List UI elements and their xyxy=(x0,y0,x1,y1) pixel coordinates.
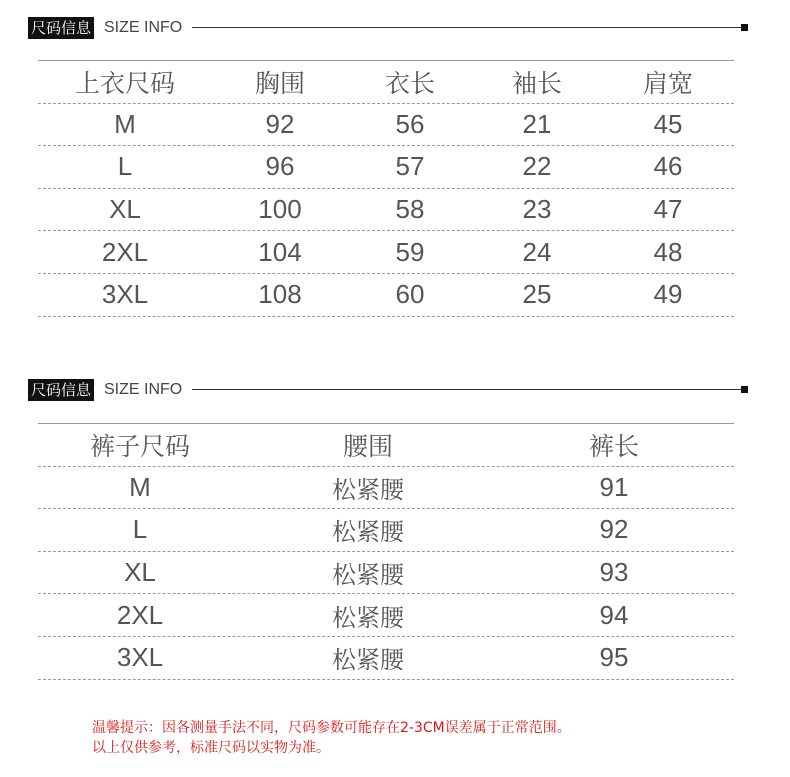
header-cell: 裤长 xyxy=(588,431,639,461)
value-cell: 23 xyxy=(522,194,552,225)
table-row xyxy=(38,104,734,147)
value-cell: 22 xyxy=(522,151,552,182)
table-row xyxy=(38,189,734,232)
value-cell: 47 xyxy=(653,194,683,225)
table-header-row xyxy=(38,424,734,467)
size-cell: XL xyxy=(109,194,141,225)
size-cell: M xyxy=(114,108,136,139)
header-divider-line xyxy=(192,27,742,28)
bottom-size-table xyxy=(38,423,734,680)
size-info-subtitle: SIZE INFO xyxy=(104,19,183,36)
value-cell: 25 xyxy=(522,279,552,310)
value-cell: 57 xyxy=(395,151,425,182)
value-cell: 松紧腰 xyxy=(332,561,404,590)
value-cell: 92 xyxy=(599,514,629,545)
value-cell: 56 xyxy=(395,108,425,139)
header-cell: 胸围 xyxy=(254,68,305,98)
size-info-subtitle: SIZE INFO xyxy=(104,381,183,398)
header-end-dot xyxy=(741,24,748,31)
table-row xyxy=(38,509,734,552)
header-cell: 肩宽 xyxy=(642,68,693,98)
value-cell: 60 xyxy=(395,279,425,310)
size-cell: 2XL xyxy=(101,236,149,267)
value-cell: 91 xyxy=(599,471,629,502)
value-cell: 46 xyxy=(653,151,683,182)
value-cell: 松紧腰 xyxy=(332,603,404,632)
size-cell: 3XL xyxy=(101,279,149,310)
size-cell: M xyxy=(129,471,151,502)
header-cell: 上衣尺码 xyxy=(74,68,175,98)
value-cell: 93 xyxy=(599,557,629,588)
header-divider-line xyxy=(192,389,742,390)
table-row xyxy=(38,467,734,510)
value-cell: 92 xyxy=(265,108,295,139)
table-row xyxy=(38,274,734,317)
value-cell: 48 xyxy=(653,236,683,267)
table-row xyxy=(38,594,734,637)
size-cell: 2XL xyxy=(116,599,164,630)
header-cell: 袖长 xyxy=(511,68,562,98)
value-cell: 58 xyxy=(395,194,425,225)
value-cell: 松紧腰 xyxy=(332,518,404,547)
value-cell: 108 xyxy=(258,279,302,310)
value-cell: 104 xyxy=(258,236,302,267)
table-row xyxy=(38,637,734,680)
header-cell: 腰围 xyxy=(342,431,393,461)
value-cell: 96 xyxy=(265,151,295,182)
size-cell: 3XL xyxy=(116,642,164,673)
value-cell: 45 xyxy=(653,108,683,139)
value-cell: 49 xyxy=(653,279,683,310)
top-section-header xyxy=(28,17,750,39)
value-cell: 松紧腰 xyxy=(332,475,404,504)
size-info-badge: 尺码信息 xyxy=(28,17,94,39)
table-row xyxy=(38,146,734,189)
size-note-line-1: 温馨提示：因各测量手法不同，尺码参数可能存在2-3CM误差属于正常范围。 xyxy=(92,720,571,736)
size-info-badge: 尺码信息 xyxy=(28,379,94,401)
top-size-table xyxy=(38,60,734,317)
size-cell: L xyxy=(117,151,133,182)
size-note-line-2: 以上仅供参考，标准尺码以实物为准。 xyxy=(92,740,330,756)
header-cell: 衣长 xyxy=(384,68,435,98)
value-cell: 95 xyxy=(599,642,629,673)
value-cell: 59 xyxy=(395,236,425,267)
bottom-section-header xyxy=(28,379,750,401)
table-header-row xyxy=(38,61,734,104)
table-row xyxy=(38,552,734,595)
table-row xyxy=(38,231,734,274)
value-cell: 100 xyxy=(258,194,302,225)
header-cell: 裤子尺码 xyxy=(89,431,190,461)
value-cell: 21 xyxy=(522,108,552,139)
value-cell: 94 xyxy=(599,599,629,630)
value-cell: 24 xyxy=(522,236,552,267)
header-end-dot xyxy=(741,386,748,393)
value-cell: 松紧腰 xyxy=(332,646,404,675)
size-cell: XL xyxy=(124,557,156,588)
size-cell: L xyxy=(132,514,148,545)
